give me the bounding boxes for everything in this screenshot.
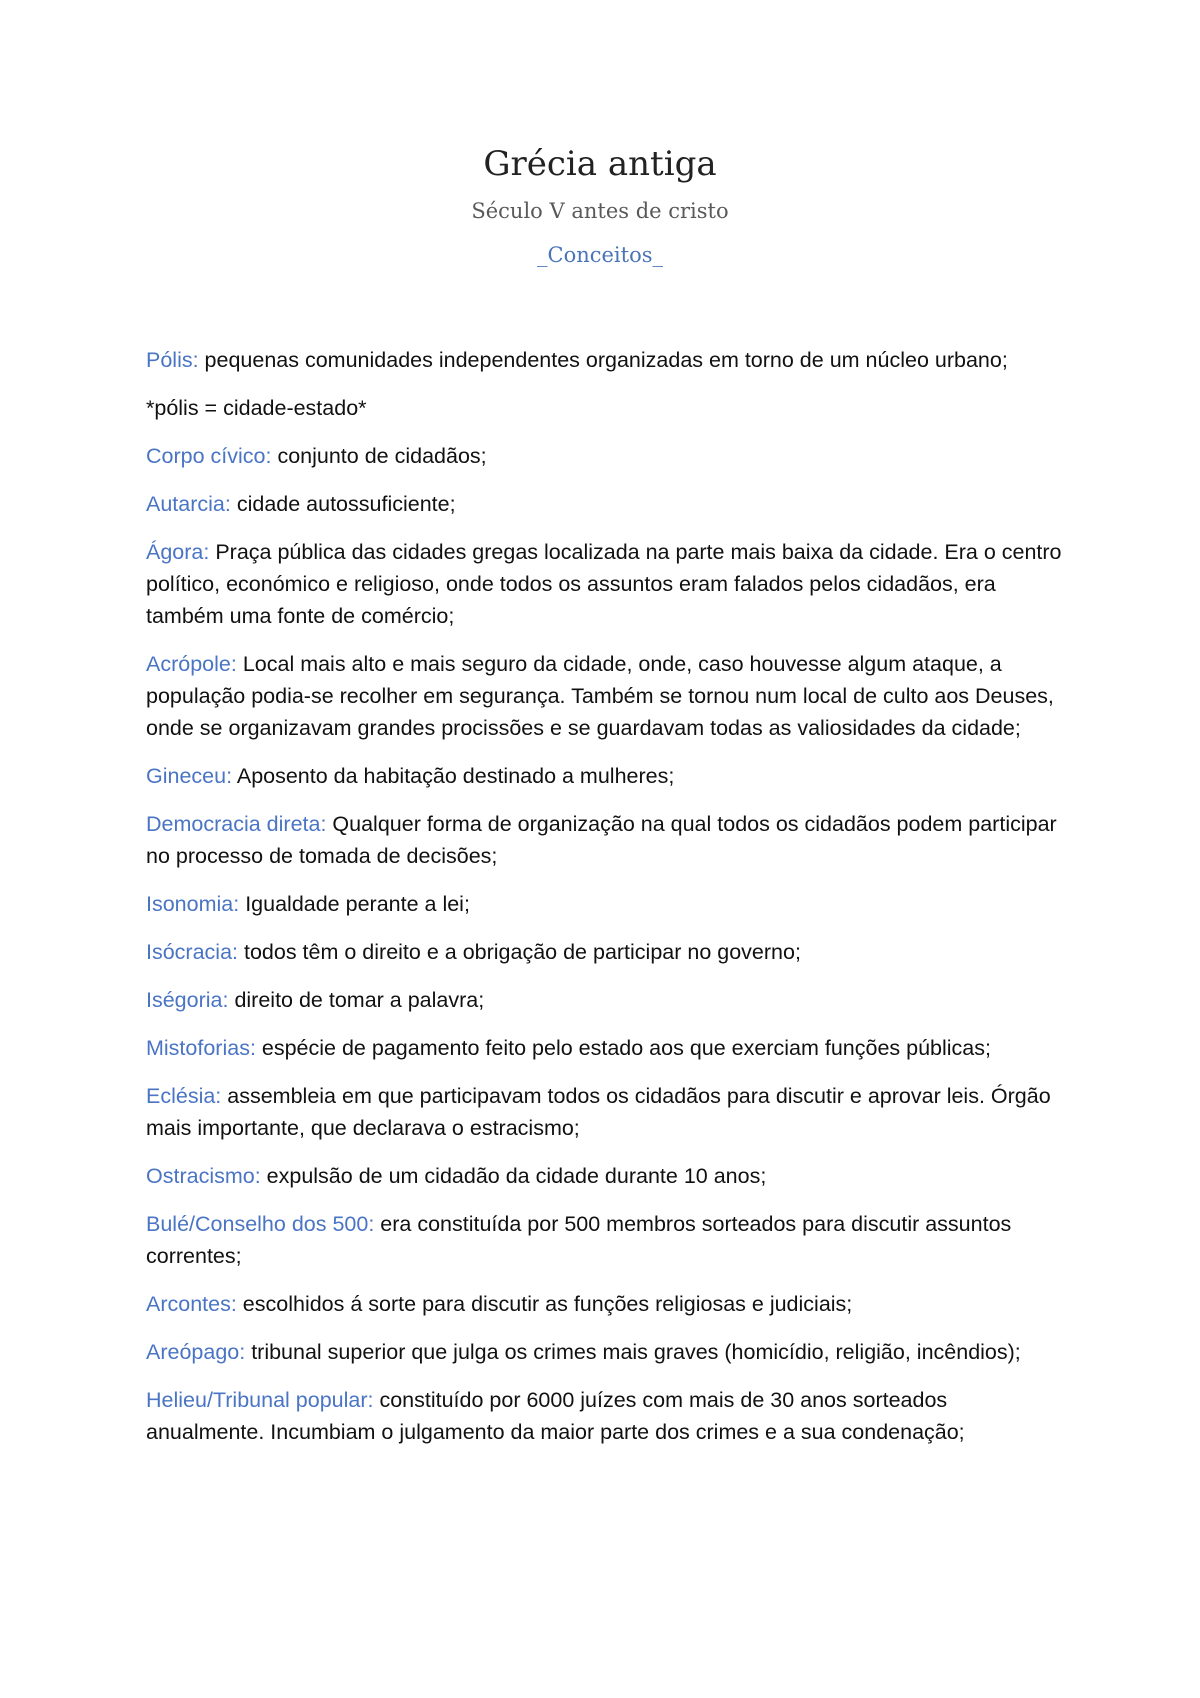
glossary-entry-arcontes bbox=[146, 1288, 1066, 1320]
entry-term: Democracia direta: bbox=[146, 812, 327, 836]
entry-definition: todos têm o direito e a obrigação de participar no governo; bbox=[238, 940, 801, 964]
glossary-list bbox=[146, 344, 1066, 1464]
entry-term: Iségoria: bbox=[146, 988, 229, 1012]
entry-definition: era constituída por 500 membros sorteados para discutir assuntos correntes; bbox=[146, 1212, 1012, 1268]
glossary-entry-acropole bbox=[146, 648, 1066, 744]
entry-definition: Praça pública das cidades gregas localizada na parte mais baixa da cidade. Era o centro político, económico e religioso, onde todos os assuntos eram falados pelos cidadãos, era também uma fonte de comércio; bbox=[146, 540, 1062, 628]
glossary-entry-ostracismo bbox=[146, 1160, 1066, 1192]
entry-term: Arcontes: bbox=[146, 1292, 237, 1316]
document-header bbox=[0, 142, 1200, 270]
entry-definition: direito de tomar a palavra; bbox=[228, 988, 485, 1012]
entry-definition: conjunto de cidadãos; bbox=[271, 444, 487, 468]
entry-definition: constituído por 6000 juízes com mais de 30 anos sorteados anualmente. Incumbiam o julgamento da maior parte dos crimes e a sua condenação; bbox=[146, 1388, 965, 1444]
entry-term: Autarcia: bbox=[146, 492, 231, 516]
entry-term: Isonomia: bbox=[146, 892, 240, 916]
entry-term: Corpo cívico: bbox=[146, 444, 272, 468]
entry-term: Gineceu: bbox=[146, 764, 233, 788]
entry-definition: tribunal superior que julga os crimes mais graves (homicídio, religião, incêndios); bbox=[245, 1340, 1021, 1364]
entry-term: Isócracia: bbox=[146, 940, 239, 964]
glossary-entry-eclesia bbox=[146, 1080, 1066, 1144]
glossary-entry-areopago bbox=[146, 1336, 1066, 1368]
glossary-entry-bule bbox=[146, 1208, 1066, 1272]
entry-term: Pólis: bbox=[146, 348, 199, 372]
entry-term: Eclésia: bbox=[146, 1084, 222, 1108]
entry-term: Bulé/Conselho dos 500: bbox=[146, 1212, 375, 1236]
glossary-entry-autarcia bbox=[146, 488, 1066, 520]
section-heading: _Conceitos_ bbox=[537, 243, 663, 267]
entry-definition: Igualdade perante a lei; bbox=[239, 892, 470, 916]
glossary-entry-helieu bbox=[146, 1384, 1066, 1448]
entry-definition: Qualquer forma de organização na qual todos os cidadãos podem participar no processo de tomada de decisões; bbox=[146, 812, 1057, 868]
entry-definition: pequenas comunidades independentes organizadas em torno de um núcleo urbano; bbox=[198, 348, 1008, 372]
entry-term: Mistoforias: bbox=[146, 1036, 256, 1060]
glossary-entry-isegoria bbox=[146, 984, 1066, 1016]
glossary-entry-agora bbox=[146, 536, 1066, 632]
glossary-entry-polis bbox=[146, 344, 1066, 376]
glossary-entry-gineceu bbox=[146, 760, 1066, 792]
glossary-entry-isonomia bbox=[146, 888, 1066, 920]
entry-term: Helieu/Tribunal popular: bbox=[146, 1388, 374, 1412]
page-title: Grécia antiga bbox=[483, 144, 717, 184]
page-subtitle: Século V antes de cristo bbox=[471, 199, 729, 223]
entry-term: Acrópole: bbox=[146, 652, 237, 676]
glossary-entry-corpo-civico bbox=[146, 440, 1066, 472]
entry-definition: espécie de pagamento feito pelo estado aos que exerciam funções públicas; bbox=[255, 1036, 991, 1060]
entry-definition: *pólis = cidade-estado* bbox=[146, 396, 367, 420]
entry-term: Ágora: bbox=[146, 540, 210, 564]
entry-definition: cidade autossuficiente; bbox=[230, 492, 456, 516]
entry-term: Areópago: bbox=[146, 1340, 246, 1364]
entry-definition: Aposento da habitação destinado a mulheres; bbox=[232, 764, 675, 788]
entry-definition: escolhidos á sorte para discutir as funções religiosas e judiciais; bbox=[236, 1292, 853, 1316]
entry-term: Ostracismo: bbox=[146, 1164, 261, 1188]
entry-definition: Local mais alto e mais seguro da cidade, onde, caso houvesse algum ataque, a população podia-se recolher em segurança. Também se tornou num local de culto aos Deuses, onde se organizavam grandes procissões e se guardavam todas as valiosidades da cidade; bbox=[146, 652, 1054, 740]
glossary-entry-isocracia bbox=[146, 936, 1066, 968]
glossary-entry-democracia-direta bbox=[146, 808, 1066, 872]
glossary-entry-mistoforias bbox=[146, 1032, 1066, 1064]
glossary-note-polis bbox=[146, 392, 1066, 424]
entry-definition: expulsão de um cidadão da cidade durante 10 anos; bbox=[260, 1164, 767, 1188]
entry-definition: assembleia em que participavam todos os cidadãos para discutir e aprovar leis. Órgão mais importante, que declarava o estracismo; bbox=[146, 1084, 1051, 1140]
